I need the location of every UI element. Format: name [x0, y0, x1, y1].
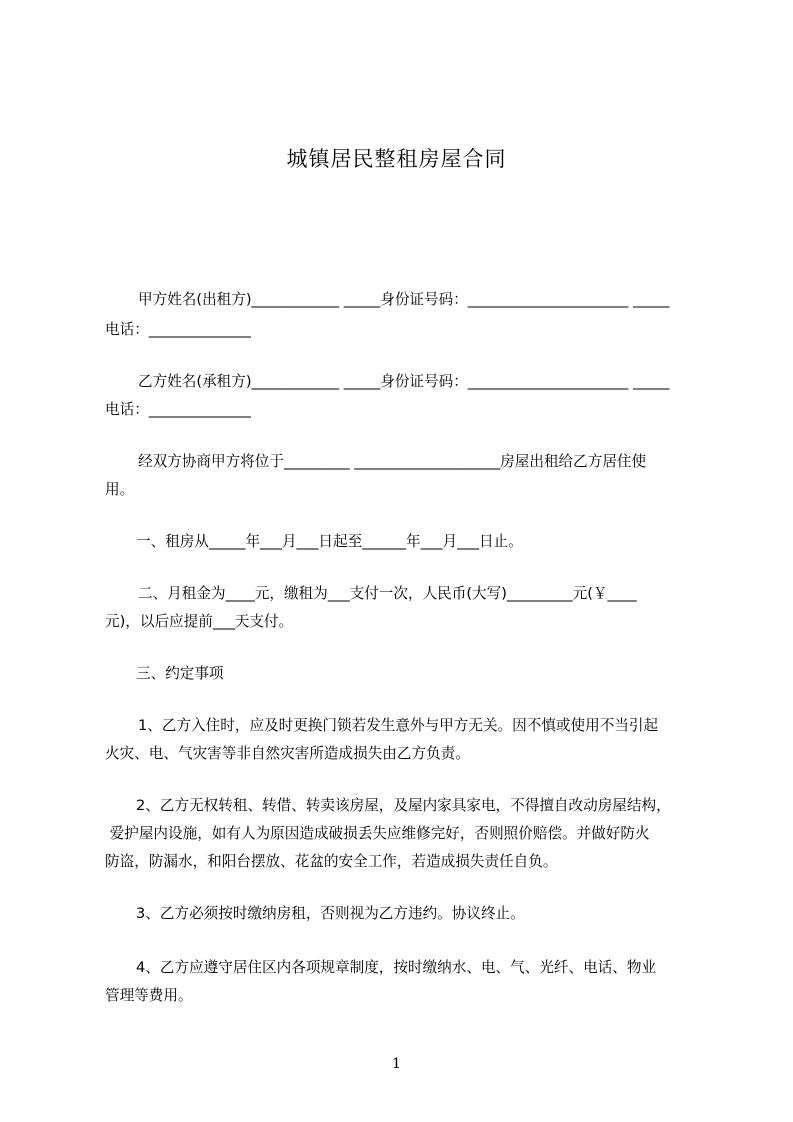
item-4-line-1: 4、乙方应遵守居住区内各项规章制度，按时缴纳水、电、气、光纤、电话、物业 [136, 959, 657, 976]
item-4-line-2: 管理等费用。 [105, 987, 193, 1004]
clause-3-heading: 三、约定事项 [136, 665, 224, 682]
item-2-line-1: 2、乙方无权转租、转借、转卖该房屋，及屋内家具家电，不得擅自改动房屋结构， [136, 797, 671, 814]
party-b-line: 乙方姓名(承租方)____________ _____身份证号码：______________________ _____ [138, 373, 670, 390]
premises-line: 经双方协商甲方将位于_________ ____________________房屋出租给乙方居住使 [138, 453, 647, 470]
item-1-line-1: 1、乙方入住时，应及时更换门锁若发生意外与甲方无关。因不慎或使用不当引起 [138, 717, 659, 734]
contract-title: 城镇居民整租房屋合同 [286, 147, 507, 171]
page-number: 1 [392, 1056, 401, 1072]
item-3-line-1: 3、乙方必须按时缴纳房租，否则视为乙方违约。协议终止。 [136, 905, 525, 922]
clause-2-rent: 二、月租金为____元，缴租为___支付一次，人民币(大写)_________元(￥____ [138, 585, 637, 602]
premises-line-cont: 用。 [105, 481, 135, 498]
party-a-line: 甲方姓名(出租方)____________ _____身份证号码：______________________ _____ [138, 291, 670, 308]
clause-2-rent-cont: 元)，以后应提前___天支付。 [105, 613, 294, 630]
party-b-phone-line: 电话：______________ [105, 401, 251, 418]
clause-1-term: 一、租房从_____年___月___日起至______年___月___日止。 [136, 533, 523, 550]
party-a-phone-line: 电话：______________ [105, 321, 251, 338]
item-1-line-2: 火灾、电、气灾害等非自然灾害所造成损失由乙方负责。 [105, 745, 470, 762]
item-2-line-3: 防盗，防漏水，和阳台摆放、花盆的安全工作，若造成损失责任自负。 [105, 853, 558, 870]
item-2-line-2: 爱护屋内设施，如有人为原因造成破损丢失应维修完好，否则照价赔偿。并做好防火 [105, 825, 650, 842]
